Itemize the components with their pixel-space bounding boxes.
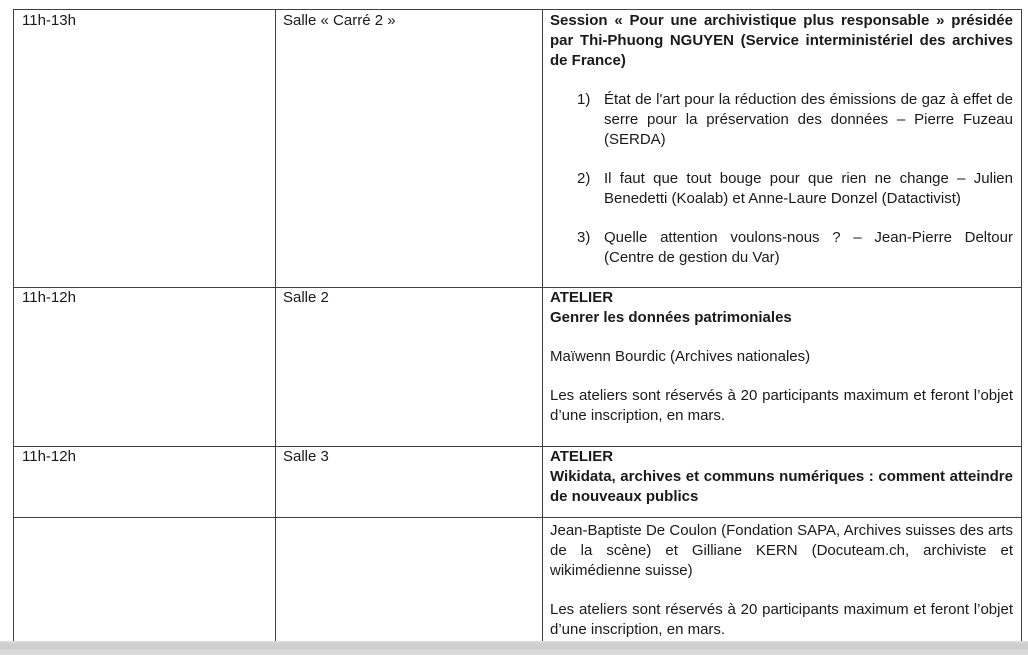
- scrollbar-thumb[interactable]: [0, 643, 1028, 649]
- workshop-title: Genrer les données patrimoniales: [550, 309, 792, 326]
- list-item: [577, 90, 1013, 150]
- list-item-number: 3): [577, 229, 591, 246]
- session-title: Session « Pour une archivistique plus responsable » présidée par Thi-Phuong NGUYEN (Service interministériel des archives de France): [550, 12, 1013, 69]
- workshop-label: ATELIER: [550, 289, 614, 306]
- room-cell: Salle 3: [283, 448, 329, 465]
- list-item-text: Il faut que tout bouge pour que rien ne change – Julien Benedetti (Koalab) et Anne-Laure Donzel (Datactivist): [604, 170, 1013, 207]
- row-divider: [13, 446, 1022, 447]
- room-cell: Salle « Carré 2 »: [283, 12, 396, 29]
- time-cell: 11h-12h: [22, 448, 76, 465]
- table-border-right: [1021, 9, 1022, 641]
- workshop-speaker: Jean-Baptiste De Coulon (Fondation SAPA, Archives suisses des arts de la scène) et Gilliane KERN (Docuteam.ch, archiviste et wikimédienne suisse): [550, 522, 1013, 579]
- list-item-text: État de l'art pour la réduction des émissions de gaz à effet de serre pour la préservation des données – Pierre Fuzeau (SERDA): [604, 91, 1013, 148]
- workshop-label: ATELIER: [550, 448, 614, 465]
- column-divider: [542, 9, 543, 641]
- time-cell: 11h-13h: [22, 12, 76, 29]
- workshop-title: Wikidata, archives et communs numériques : comment atteindre de nouveaux publics: [550, 468, 1013, 505]
- workshop-note: Les ateliers sont réservés à 20 participants maximum et feront l’objet d’une inscription, en mars.: [550, 387, 1013, 424]
- table-border-top: [13, 9, 1022, 10]
- table-border-left: [13, 9, 14, 641]
- time-cell: 11h-12h: [22, 289, 76, 306]
- list-item: [577, 228, 1013, 268]
- row-divider: [13, 287, 1022, 288]
- list-item-text: Quelle attention voulons-nous ? – Jean-Pierre Deltour (Centre de gestion du Var): [604, 229, 1013, 266]
- row-divider: [13, 517, 1022, 518]
- room-cell: Salle 2: [283, 289, 329, 306]
- list-item: [577, 169, 1013, 209]
- list-item-number: 1): [577, 91, 591, 108]
- workshop-speaker: Maïwenn Bourdic (Archives nationales): [550, 348, 811, 365]
- column-divider: [275, 9, 276, 641]
- list-item-number: 2): [577, 170, 591, 187]
- workshop-note: Les ateliers sont réservés à 20 participants maximum et feront l’objet d’une inscription, en mars.: [550, 601, 1013, 638]
